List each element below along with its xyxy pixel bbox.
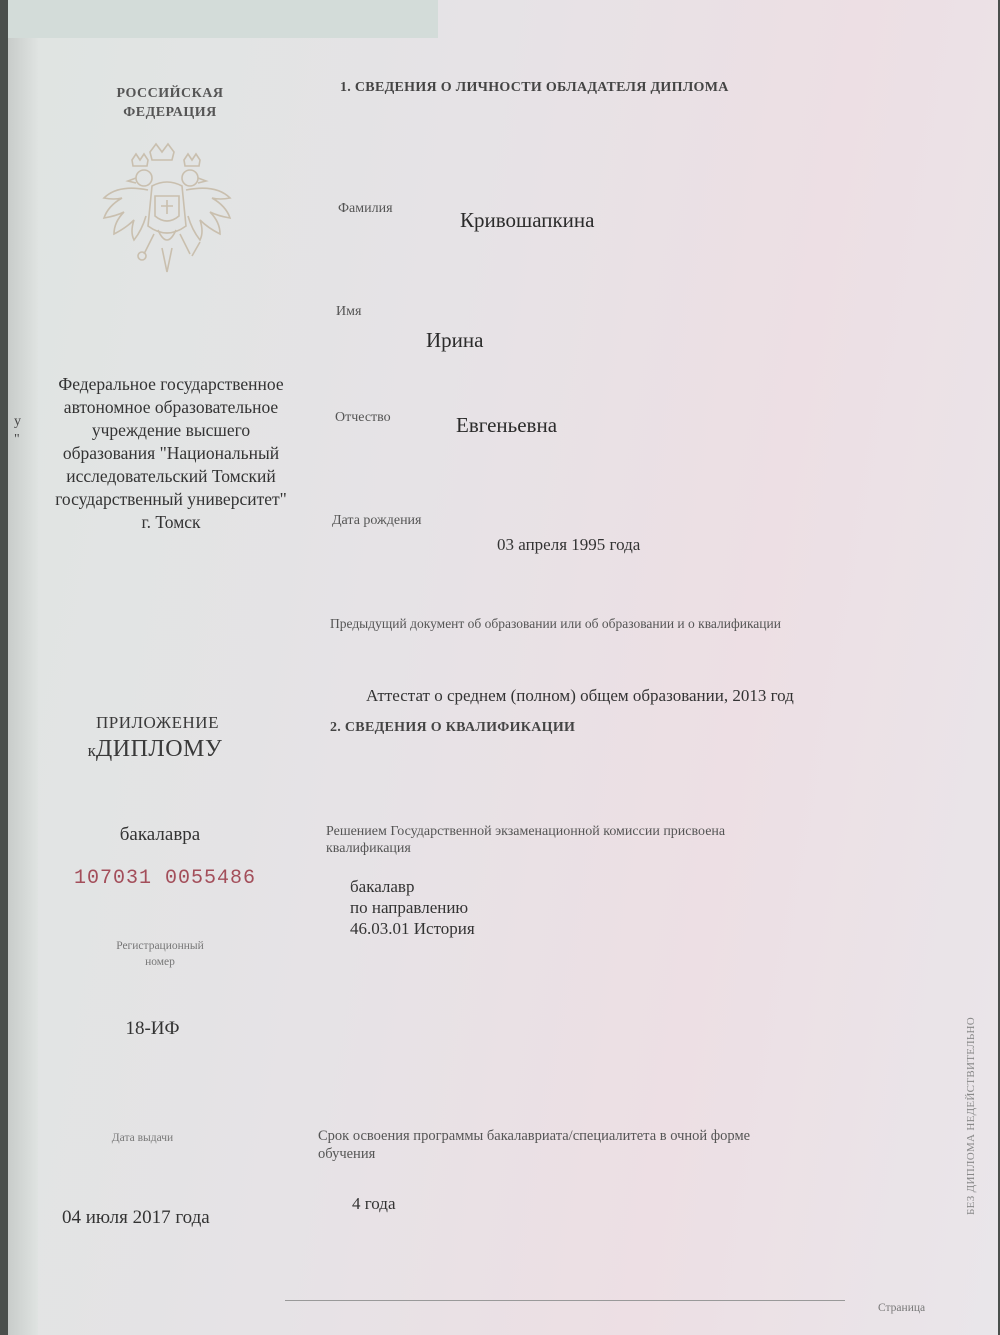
- qualification-line: по направлению: [350, 898, 469, 917]
- institution-name: [30, 373, 312, 534]
- institution-line: исследовательский Томский: [66, 466, 276, 486]
- patronymic-label: Отчество: [335, 410, 391, 425]
- page-label: Страница: [878, 1302, 926, 1314]
- label-line: обучения: [318, 1146, 376, 1162]
- issue-date-label: Дата выдачи: [111, 1132, 174, 1144]
- degree-level: бакалавра: [119, 824, 201, 845]
- qualification-value: [350, 876, 475, 939]
- label-line: Срок освоения программы бакалавриата/специалитета в очной форме: [318, 1128, 751, 1144]
- institution-city: г. Томск: [141, 512, 201, 532]
- document-title-main: ДИПЛОМУ: [95, 736, 223, 762]
- issue-date: 04 июля 2017 года: [62, 1207, 210, 1228]
- label-line: номер: [145, 956, 175, 968]
- institution-line: учреждение высшего: [91, 420, 251, 440]
- name-value: Ирина: [426, 328, 484, 352]
- patronymic-value: Евгеньевна: [456, 413, 558, 437]
- previous-document-label: Предыдущий документ об образовании или об образовании и о квалификации: [330, 616, 781, 631]
- institution-line: автономное образовательное: [63, 397, 279, 417]
- registration-number-label: [80, 938, 240, 970]
- document-title-prefix: к: [87, 741, 96, 760]
- label-line: Регистрационный: [116, 940, 204, 952]
- document-title-line1: ПРИЛОЖЕНИЕ: [96, 713, 219, 732]
- institution-line: Федеральное государственное: [58, 374, 284, 394]
- dob-label: Дата рождения: [332, 513, 422, 528]
- study-term-label: [318, 1127, 898, 1163]
- section2-heading: 2. СВЕДЕНИЯ О КВАЛИФИКАЦИИ: [330, 720, 576, 735]
- qualification-line: 46.03.01 История: [350, 919, 475, 938]
- study-term-value: 4 года: [352, 1194, 396, 1213]
- institution-line: образования "Национальный: [62, 443, 280, 463]
- registration-number: 18-ИФ: [125, 1018, 180, 1039]
- qualification-line: бакалавр: [350, 877, 415, 896]
- surname-value: Кривошапкина: [460, 208, 595, 232]
- invalid-without-diploma-stamp: БЕЗ ДИПЛОМА НЕДЕЙСТВИТЕЛЬНО: [964, 1017, 977, 1215]
- previous-document-value: Аттестат о среднем (полном) общем образовании, 2013 год: [366, 686, 794, 705]
- institution-line: государственный университет": [55, 489, 287, 509]
- country-line: ФЕДЕРАЦИЯ: [123, 105, 217, 120]
- country-heading: [80, 84, 260, 122]
- serial-number: 107031 0055486: [73, 867, 257, 890]
- dob-value: 03 апреля 1995 года: [497, 535, 641, 554]
- edge-letter: у: [14, 414, 21, 429]
- country-line: РОССИЙСКАЯ: [116, 86, 224, 101]
- surname-label: Фамилия: [338, 201, 393, 216]
- page-fold-shadow: [8, 0, 38, 1335]
- top-edge-strip: [8, 0, 438, 38]
- bottom-rule: [285, 1300, 845, 1301]
- edge-letter: ": [14, 432, 20, 447]
- label-line: квалификация: [326, 841, 411, 856]
- coat-of-arms-emblem: [92, 138, 242, 288]
- qualification-label: [326, 823, 886, 857]
- name-label: Имя: [336, 304, 362, 319]
- document-title-line2: [60, 736, 250, 763]
- label-line: Решением Государственной экзаменационной комиссии присвоена: [326, 824, 726, 839]
- section1-heading: 1. СВЕДЕНИЯ О ЛИЧНОСТИ ОБЛАДАТЕЛЯ ДИПЛОМА: [340, 80, 729, 95]
